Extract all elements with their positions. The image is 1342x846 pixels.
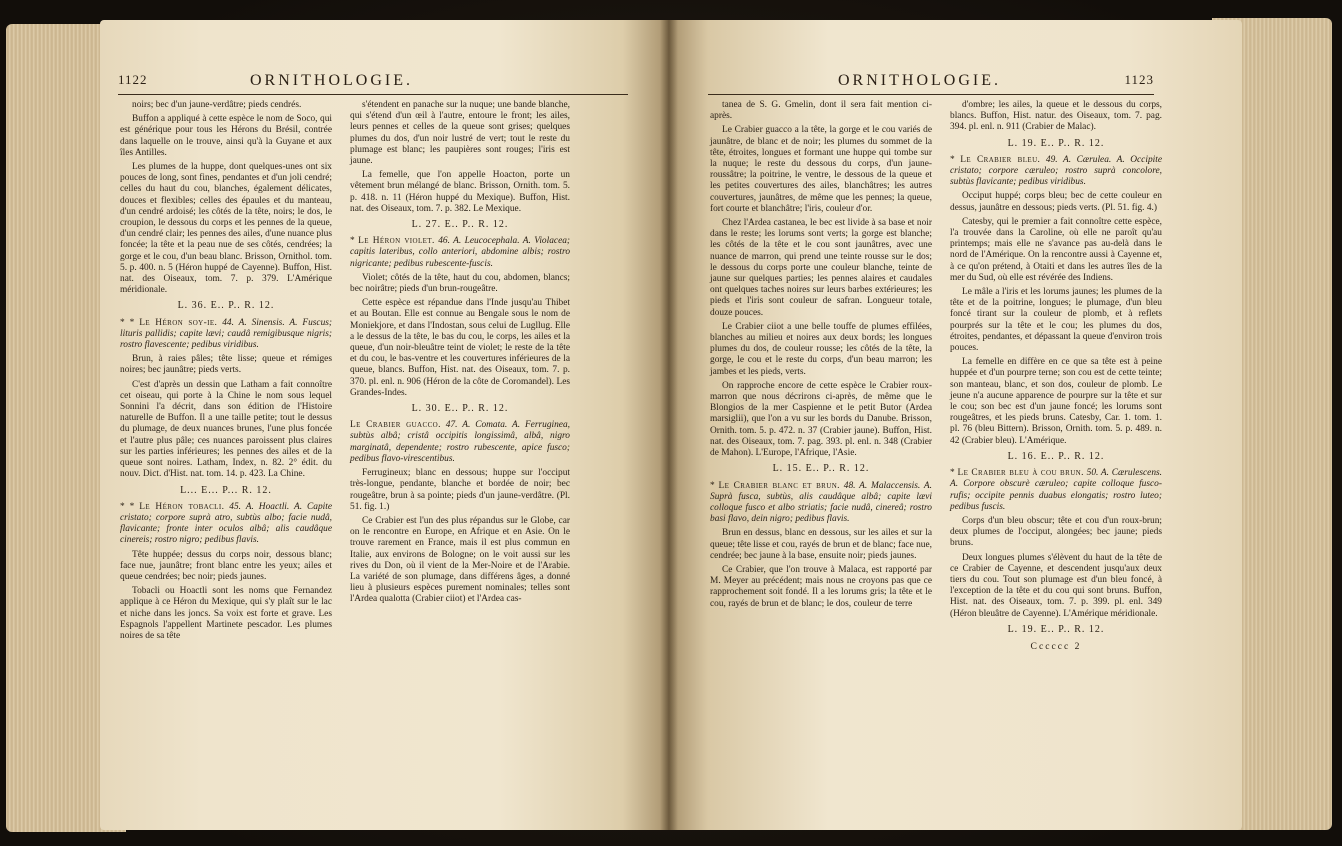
paragraph: C'est d'après un dessin que Latham a fait connoître cet oiseau, qui porte à la Chine le nom sous lequel Sonnini l'a décrit, dans son édition de l'Histoire naturelle de Buffon. Il a une taille petite; tout le dessus du plumage, de deux nuances brunes, l'une plus foncée et l'autre plus pâle; ces nuances paroissent plus claires sur les parties inférieures; les pennes des ailes et de la queue sont noires. Latham, Index, n. 82. 2° édit. du nouv. Dict. d'Hist. nat. tom. 14. p. 423. La Chine. xyxy=(120,379,332,480)
right-column-2 xyxy=(950,100,1162,655)
species-diagnosis: 48. A. Malaccensis. A. Suprà fusca, subtùs, alis caudâque albâ; capite lævi colloque fusco et albo striatis; facie nudâ, cinereâ; rostro basi flavo, dein nigro; pedibus flavis. xyxy=(710,480,933,525)
species-entry xyxy=(350,236,570,270)
right-folio: 1123 xyxy=(1124,72,1154,87)
paragraph: Le Crabier ciiot a une belle touffe de plumes effilées, blanches au milieu et noires aux deux bords; les longues plumes du dos, de couleur rousse; les côtés de la tête, la gorge, le cou et le reste du corps, d'un beau marron; les jambes et les pieds, verts. xyxy=(710,321,932,377)
right-header-rule xyxy=(708,94,1154,95)
species-entry xyxy=(350,420,570,465)
species-name: Le Crabier blanc et brun. xyxy=(718,480,840,491)
species-diagnosis: 50. A. Cærulescens. A. Corpore obscurè cæruleo; capite colloque fusco-rufis; occipite pennis duabus elongatis; rostro luteo; pedibus fuscis. xyxy=(950,468,1163,512)
species-name: Le Héron tobacli. xyxy=(139,501,225,512)
entry-mark: * * xyxy=(120,501,135,512)
species-name: Le Crabier bleu. xyxy=(960,154,1041,165)
measurement-line: L. 15. E.. P.. R. 12. xyxy=(772,463,870,475)
paragraph: La femelle en diffère en ce que sa tête est à peine huppée et d'un pourpre terne; son cou est de cette teinte; son manteau, blanc, et son dos, couleur de plomb. Le jeune n'a aucune apparence de pourpre sur la tête et sur le cou; son bec est d'un jaune foncé; les lorums sont rougeâtres, et les pieds bruns. Catesby, Car. 1. tom. 1. pl. 76 (bleu Bittern). Brisson, Ornith. tom. 5. p. 489. n. 42 (Crabier bleu). L'Amérique. xyxy=(950,357,1162,446)
paragraph: Tête huppée; dessus du corps noir, dessous blanc; face nue, jaunâtre; front blanc entre les yeux; ailes et queue cendrées; bec noir; pieds jaunes. xyxy=(120,549,332,582)
paragraph: Brun, à raies pâles; tête lisse; queue et rémiges noires; bec jaunâtre; pieds verts. xyxy=(120,354,332,376)
species-diagnosis: 49. A. Cærulea. A. Occipite cristato; corpore cæruleo; rostro suprà concolore, subtùs flavicante; pedibus viridibus. xyxy=(950,154,1163,188)
left-header-rule xyxy=(118,94,628,95)
right-column-1 xyxy=(710,100,932,613)
paragraph: Brun en dessus, blanc en dessous, sur les ailes et sur la queue; tête lisse et cou, rayés de brun et de blanc; face nue, cendrée; bec jaune à la base, ensuite noir; pieds jaunes. xyxy=(710,528,932,561)
entry-mark: * xyxy=(350,236,355,247)
paragraph: Corps d'un bleu obscur; tête et cou d'un roux-brun; deux plumes de l'occiput, alongées; bec jaune; pieds bruns. xyxy=(950,515,1162,549)
measurement-line: L... E... P... R. 12. xyxy=(180,484,272,496)
paragraph: Ce Crabier est l'un des plus répandus sur le Globe, car on le rencontre en Europe, en Afrique et en Asie. On le trouve rarement en France, mais il est plus commun en Italie, aux environs de Bologne; on le voit aussi sur les rives du Don, où il vient de la Mer-Noire et de l'Arabie. La variété de son plumage, dans différens âges, a donné lieu à plusieurs espèces purement nominales; telles sont l'Ardea qualotta (Crabier ciiot) et l'Ardea cas- xyxy=(350,515,570,605)
species-diagnosis: 44. A. Sinensis. A. Fuscus; lituris pallidis; capite lævi; caudâ remigibusque nigris; rostro flavescente; pedibus viridibus. xyxy=(120,317,333,351)
entry-mark: * xyxy=(710,480,715,491)
species-entry xyxy=(120,318,332,352)
paragraph: Catesby, qui le premier a fait connoître cette espèce, l'a trouvée dans la Caroline, où elle ne paroît qu'au printemps; mais elle ne s'avance pas au-delà dans le nord de l'Amérique. On la rencontre aussi à Cayenne et, à ce qu'on prétend, à Otaiti et dans les autres îles de la mer du Sud, où elle est révérée des Indiens. xyxy=(950,216,1162,283)
paragraph: La femelle, que l'on appelle Hoacton, porte un vêtement brun mélangé de blanc. Brisson, Ornith. tom. 5. p. 418. n. 11 (Héron huppé du Mexique). Buffon, Hist. nat. des Oiseaux, tom. 7. p. 382. Le Mexique. xyxy=(350,170,570,214)
paragraph: d'ombre; les ailes, la queue et le dessous du corps, blancs. Buffon, Hist. natur. des Oiseaux, tom. 7. pag. 394. pl. enl. n. 911 (Crabier de Malac). xyxy=(950,100,1162,133)
left-column-1 xyxy=(120,100,332,645)
paragraph: Ferrugineux; blanc en dessous; huppe sur l'occiput très-longue, pendante, blanche et bordée de noir; bec rougeâtre, brun à sa pointe; pieds d'un jaune-verdâtre. (Pl. 51. fig. 1.) xyxy=(350,468,570,512)
paragraph: Cette espèce est répandue dans l'Inde jusqu'au Thibet et au Boutan. Elle est connue au Bengale sous le nom de Moniekjore, et dans l'Indostan, sous celui de Lugllug. Elle a le dessus de la tête, le bas du cou, le corps, les ailes et la queue, d'un noir-bleuâtre teint de violet; le reste de la tête et du cou, le bas-ventre et les couvertures inférieures de la queue, blancs. Buffon, Hist. nat. des Oiseaux, tom. 7. p. 370. pl. enl. n. 906 (Héron de la côte de Coromandel). Les Grandes-Indes. xyxy=(350,298,570,398)
paragraph: s'étendent en panache sur la nuque; une bande blanche, qui s'étend d'un œil à l'autre, entoure le front; les ailes, leurs pennes et celles de la queue sont grises; quelques plumes du dos, d'un noir lustré de vert; tout le reste du plumage est blanc; les paupières sont rouges; l'iris est jaune. xyxy=(350,100,570,167)
book-gutter xyxy=(660,20,678,830)
right-page xyxy=(668,20,1242,830)
species-name: Le Héron soy-ie. xyxy=(139,317,218,328)
species-diagnosis: 45. A. Hoactli. A. Capite cristato; corpore suprà atro, subtùs albo; facie nudâ, flavicante; fronte inter oculos albâ; alis caudâque cinereis; rostro nigro; pedibus flavis. xyxy=(120,501,333,546)
measurement-line: L. 16. E.. P.. R. 12. xyxy=(1007,450,1105,462)
species-name: Le Crabier guacco. xyxy=(350,420,441,431)
right-running-head: ORNITHOLOGIE. xyxy=(838,72,1001,89)
left-page xyxy=(100,20,668,830)
paragraph: Le mâle a l'iris et les lorums jaunes; les plumes de la tête et de la poitrine, longues; le plumage, d'un bleu foncé tirant sur la couleur de plomb, et à reflets pourprés sur la tête et le cou; les plumes du dos, étroites, pendantes, et dépassant la queue d'environ trois pouces. xyxy=(950,287,1162,354)
measurement-line: L. 30. E.. P.. R. 12. xyxy=(411,403,509,415)
measurement-line: L. 36. E.. P.. R. 12. xyxy=(177,300,275,312)
paragraph: Les plumes de la huppe, dont quelques-unes ont six pouces de long, sont fines, pendantes et d'un joli cendré; celles du haut du cou, blanches, également délicates, douces et flexibles; celles des épaules et du manteau, d'un cendré ardoisé; les côtés de la tête, noirs; le dos, le croupion, le dessous du corps et les pennes de la queue, d'un cendré clair; les pennes des ailes, d'une nuance plus foncée; la tête et la peau nue de ses côtés, cendrées; la gorge et le cou, d'un beau blanc. Brisson, Ornithol. tom. 5. p. 400. n. 5 (Héron huppé de Cayenne). Buffon, Hist. nat. des Oiseaux, tom. 7. p. 379. L'Amérique méridionale. xyxy=(120,162,332,296)
paragraph: Buffon a appliqué à cette espèce le nom de Soco, qui est générique pour tous les Hérons du Brésil, contrée dans laquelle on le trouve, ainsi qu'à la Guyane et aux îles Antilles. xyxy=(120,114,332,158)
paragraph: On rapproche encore de cette espèce le Crabier roux-marron que nous décrirons ci-après, de même que le Blongios de la mer Caspienne et le petit Butor (Ardea marsiglii), que l'on a vu sur les bords du Danube. Brisson, Ornith. tom. 5. p. 472. n. 37 (Crabier jaune). Buffon, Hist. nat. des Oiseaux, tom. 7. pag. 393. pl. enl. n. 348 (Crabier de Mahon). L'Europe, l'Afrique, l'Asie. xyxy=(710,380,932,459)
paragraph: Deux longues plumes s'élèvent du haut de la tête de ce Crabier de Cayenne, et descendent jusqu'aux deux tiers du cou. Tout son plumage est d'un bleu foncé, à l'exception de la tête et du cou qui sont bruns. Buffon, Hist. nat. des Oiseaux, tom. 7. p. 399. pl. enl. 349 (Héron bleuâtre de Cayenne). L'Amérique méridionale. xyxy=(950,552,1162,619)
measurement-line: L. 27. E.. P.. R. 12. xyxy=(411,219,509,231)
paragraph: Chez l'Ardea castanea, le bec est livide à sa base et noir dans le reste; les lorums sont verts; la gorge est blanche; les côtés de la tête et le cou sont jaunâtres, avec une nuance de marron, qui prend une teinte rousse sur le dos; le dessous du corps porte une couleur blanche, teinte de jaune sur quelques parties; les pennes alaires et caudales ont quelques taches noires sur leurs barbes extérieures; les pieds et l'iris sont couleur de safran. Longueur totale, douze pouces. xyxy=(710,218,932,318)
entry-mark: * * xyxy=(120,317,135,328)
left-folio: 1122 xyxy=(118,72,148,87)
entry-mark: * xyxy=(950,468,955,479)
species-name: Le Crabier bleu à cou brun. xyxy=(957,468,1084,479)
measurement-line: L. 19. E.. P.. R. 12. xyxy=(1007,137,1105,149)
species-entry xyxy=(950,155,1162,189)
measurement-line: L. 19. E.. P.. R. 12. xyxy=(1007,623,1105,635)
paragraph: Ce Crabier, que l'on trouve à Malaca, est rapporté par M. Meyer au précédent; mais nous ne croyons pas que ce rapprochement soit fondé. Il a les lorums gris; la tête et le cou, rayés de brun et de blanc; le dos, couleur de terre xyxy=(710,564,932,609)
paragraph: Tobacli ou Hoactli sont les noms que Fernandez applique à ce Héron du Mexique, qui s'y plaît sur le lac et niche dans les joncs. Sa voix est forte et grave. Les Espagnols l'appellent Martinete pescador. Les plumes noires de sa tête xyxy=(120,586,332,641)
species-name: Le Héron violet. xyxy=(358,236,435,247)
species-entry xyxy=(120,502,332,547)
species-entry xyxy=(950,468,1162,513)
entry-mark: * xyxy=(950,154,955,165)
paragraph: noirs; bec d'un jaune-verdâtre; pieds cendrés. xyxy=(132,100,302,110)
paragraph: tanea de S. G. Gmelin, dont il sera fait mention ci-après. xyxy=(710,100,932,122)
paragraph: Violet; côtés de la tête, haut du cou, abdomen, blancs; bec noirâtre; pieds d'un brun-rougeâtre. xyxy=(350,272,570,295)
signature-mark: Cccccc 2 xyxy=(1030,640,1082,652)
left-running-head: ORNITHOLOGIE. xyxy=(250,72,413,89)
species-diagnosis: 46. A. Leucocephala. A. Violacea; capitis lateribus, collo anteriori, abdomine albis; rostro nigricante; pedibus rubescente-fuscis. xyxy=(350,236,571,269)
paragraph: Occiput huppé; corps bleu; bec de cette couleur en dessus, jaunâtre en dessous; pieds verts. (Pl. 51. fig. 4.) xyxy=(950,191,1162,213)
paragraph: Le Crabier guacco a la tête, la gorge et le cou variés de jaunâtre, de blanc et de noir; les plumes du sommet de la tête, étroites, longues et formant une huppe qui tombe sur la nuque; le reste du dessous du corps, d'un jaune-roussâtre; la poitrine, le ventre, le dessous de la queue et les petites couvertures des ailes, blanchâtres; les autres couvertures, jaunâtres, de même que les pennes; la queue, fort courte et blanchâtre; l'iris, couleur d'or. xyxy=(710,125,932,214)
left-column-2 xyxy=(350,100,570,609)
species-entry xyxy=(710,481,932,526)
species-diagnosis: 47. A. Comata. A. Ferruginea, subtùs albâ; cristâ occipitis longissimâ, albâ, nigro marginatâ, dependente; rostro rubescente, apice fusco; pedibus flavo-virescentibus. xyxy=(350,420,570,464)
